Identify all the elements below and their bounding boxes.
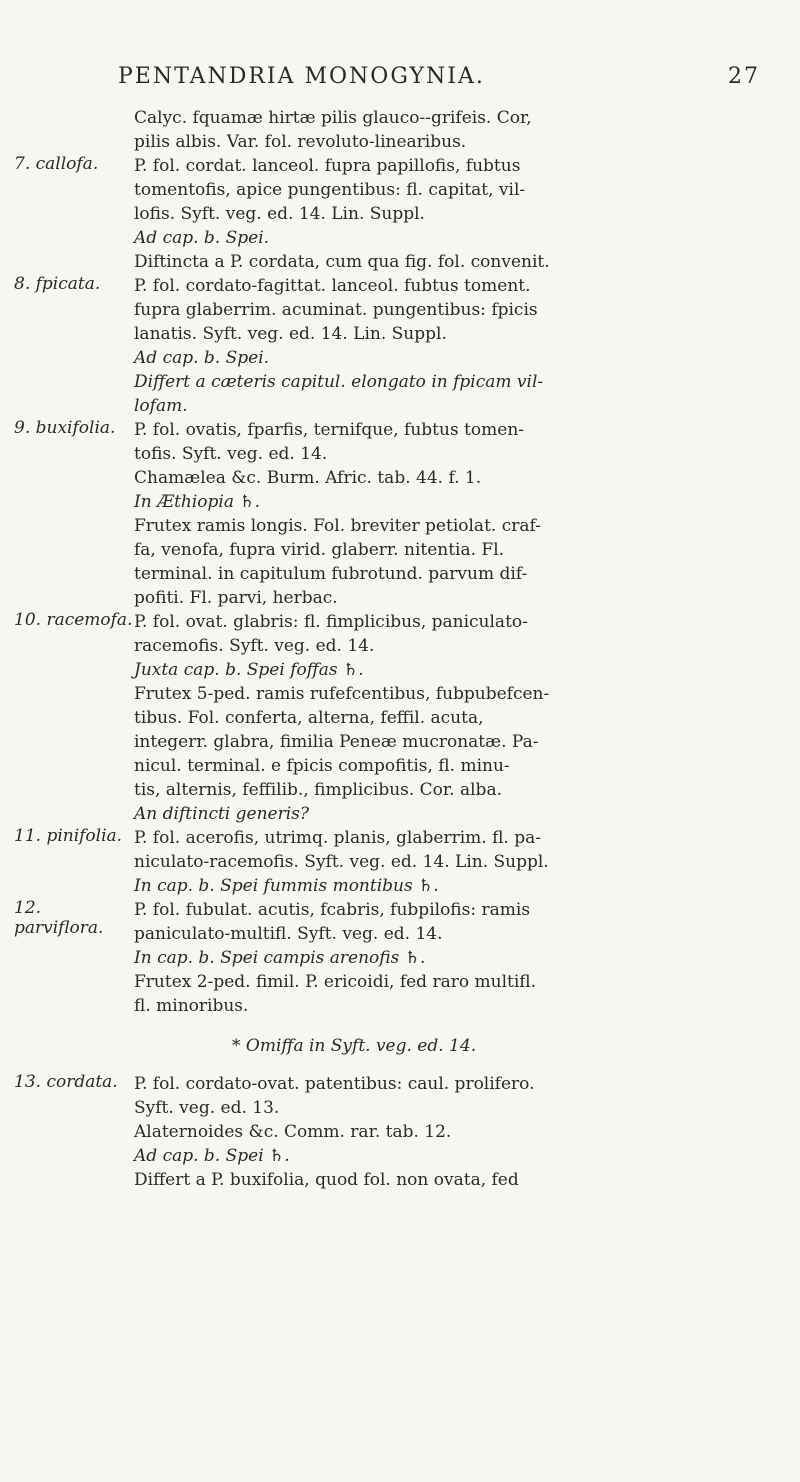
page-number: 27	[728, 64, 760, 89]
species-label: 13. cordata.	[14, 1072, 118, 1092]
text-line: pofiti. Fl. parvi, herbac.	[134, 588, 338, 608]
text-line: Alaternoides &c. Comm. rar. tab. 12.	[134, 1122, 452, 1142]
species-label: 9. buxifolia.	[14, 418, 116, 438]
text-line: P. fol. cordato-ovat. patentibus: caul. prolifero.	[134, 1074, 535, 1094]
text-line: Frutex 2-ped. fimil. P. ericoidi, fed raro multifl.	[134, 972, 537, 992]
omitted-note: * Omiffa in Syft. veg. ed. 14.	[232, 1036, 477, 1056]
text-line: Ad cap. b. Spei.	[134, 348, 270, 368]
text-line: niculato-racemofis. Syft. veg. ed. 14. Lin. Suppl.	[134, 852, 549, 872]
text-line: Differt a cæteris capitul. elongato in fpicam vil-	[134, 372, 544, 392]
text-line: P. fol. ovatis, fparfis, ternifque, fubtus tomen-	[134, 420, 525, 440]
text-line: P. fol. fubulat. acutis, fcabris, fubpilofis: ramis	[134, 900, 531, 920]
text-line: tofis. Syft. veg. ed. 14.	[134, 444, 328, 464]
text-line: Frutex ramis longis. Fol. breviter petiolat. craf-	[134, 516, 541, 536]
text-line: pilis albis. Var. fol. revoluto-linearibus.	[134, 132, 467, 152]
text-line: P. fol. ovat. glabris: fl. fimplicibus, paniculato-	[134, 612, 528, 632]
text-line: Diftincta a P. cordata, cum qua fig. fol. convenit.	[134, 252, 550, 272]
text-line: integerr. glabra, fimilia Peneæ mucronatæ. Pa-	[134, 732, 539, 752]
text-line: Juxta cap. b. Spei foffas ♄.	[134, 660, 364, 680]
text-line: lofis. Syft. veg. ed. 14. Lin. Suppl.	[134, 204, 425, 224]
text-line: terminal. in capitulum fubrotund. parvum dif-	[134, 564, 528, 584]
text-line: tis, alternis, feffilib., fimplicibus. Cor. alba.	[134, 780, 502, 800]
text-line: Syft. veg. ed. 13.	[134, 1098, 280, 1118]
text-line: Chamælea &c. Burm. Afric. tab. 44. f. 1.	[134, 468, 482, 488]
species-label: 8. fpicata.	[14, 274, 101, 294]
text-line: P. fol. acerofis, utrimq. planis, glaberrim. fl. pa-	[134, 828, 541, 848]
text-line: fl. minoribus.	[134, 996, 249, 1016]
text-line: Differt a P. buxifolia, quod fol. non ovata, fed	[134, 1170, 519, 1190]
text-line: paniculato-multifl. Syft. veg. ed. 14.	[134, 924, 443, 944]
text-line: lanatis. Syft. veg. ed. 14. Lin. Suppl.	[134, 324, 447, 344]
text-line: Frutex 5-ped. ramis rufefcentibus, fubpubefcen-	[134, 684, 550, 704]
text-line: tomentofis, apice pungentibus: fl. capitat, vil-	[134, 180, 526, 200]
text-line: P. fol. cordat. lanceol. fupra papillofis, fubtus	[134, 156, 521, 176]
species-label: 7. callofa.	[14, 154, 99, 174]
text-line: Calyc. fquamæ hirtæ pilis glauco--grifeis. Cor,	[134, 108, 532, 128]
text-line: nicul. terminal. e fpicis compofitis, fl. minu-	[134, 756, 510, 776]
text-line: An diftincti generis?	[134, 804, 310, 824]
page-title: PENTANDRIA MONOGYNIA.	[118, 64, 485, 89]
text-line: In cap. b. Spei fummis montibus ♄.	[134, 876, 439, 896]
text-line: racemofis. Syft. veg. ed. 14.	[134, 636, 375, 656]
text-line: Ad cap. b. Spei ♄.	[134, 1146, 290, 1166]
text-line: In Æthiopia ♄.	[134, 492, 261, 512]
text-line: In cap. b. Spei campis arenofis ♄.	[134, 948, 426, 968]
text-line: fa, venofa, fupra virid. glaberr. nitentia. Fl.	[134, 540, 505, 560]
text-line: tibus. Fol. conferta, alterna, feffil. acuta,	[134, 708, 484, 728]
text-line: lofam.	[134, 396, 188, 416]
species-label: 12. parviflora.	[14, 898, 104, 938]
text-line: fupra glaberrim. acuminat. pungentibus: fpicis	[134, 300, 538, 320]
species-label: 11. pinifolia.	[14, 826, 123, 846]
text-line: Ad cap. b. Spei.	[134, 228, 270, 248]
species-label: 10. racemofa.	[14, 610, 133, 630]
text-line: P. fol. cordato-fagittat. lanceol. fubtus toment.	[134, 276, 531, 296]
